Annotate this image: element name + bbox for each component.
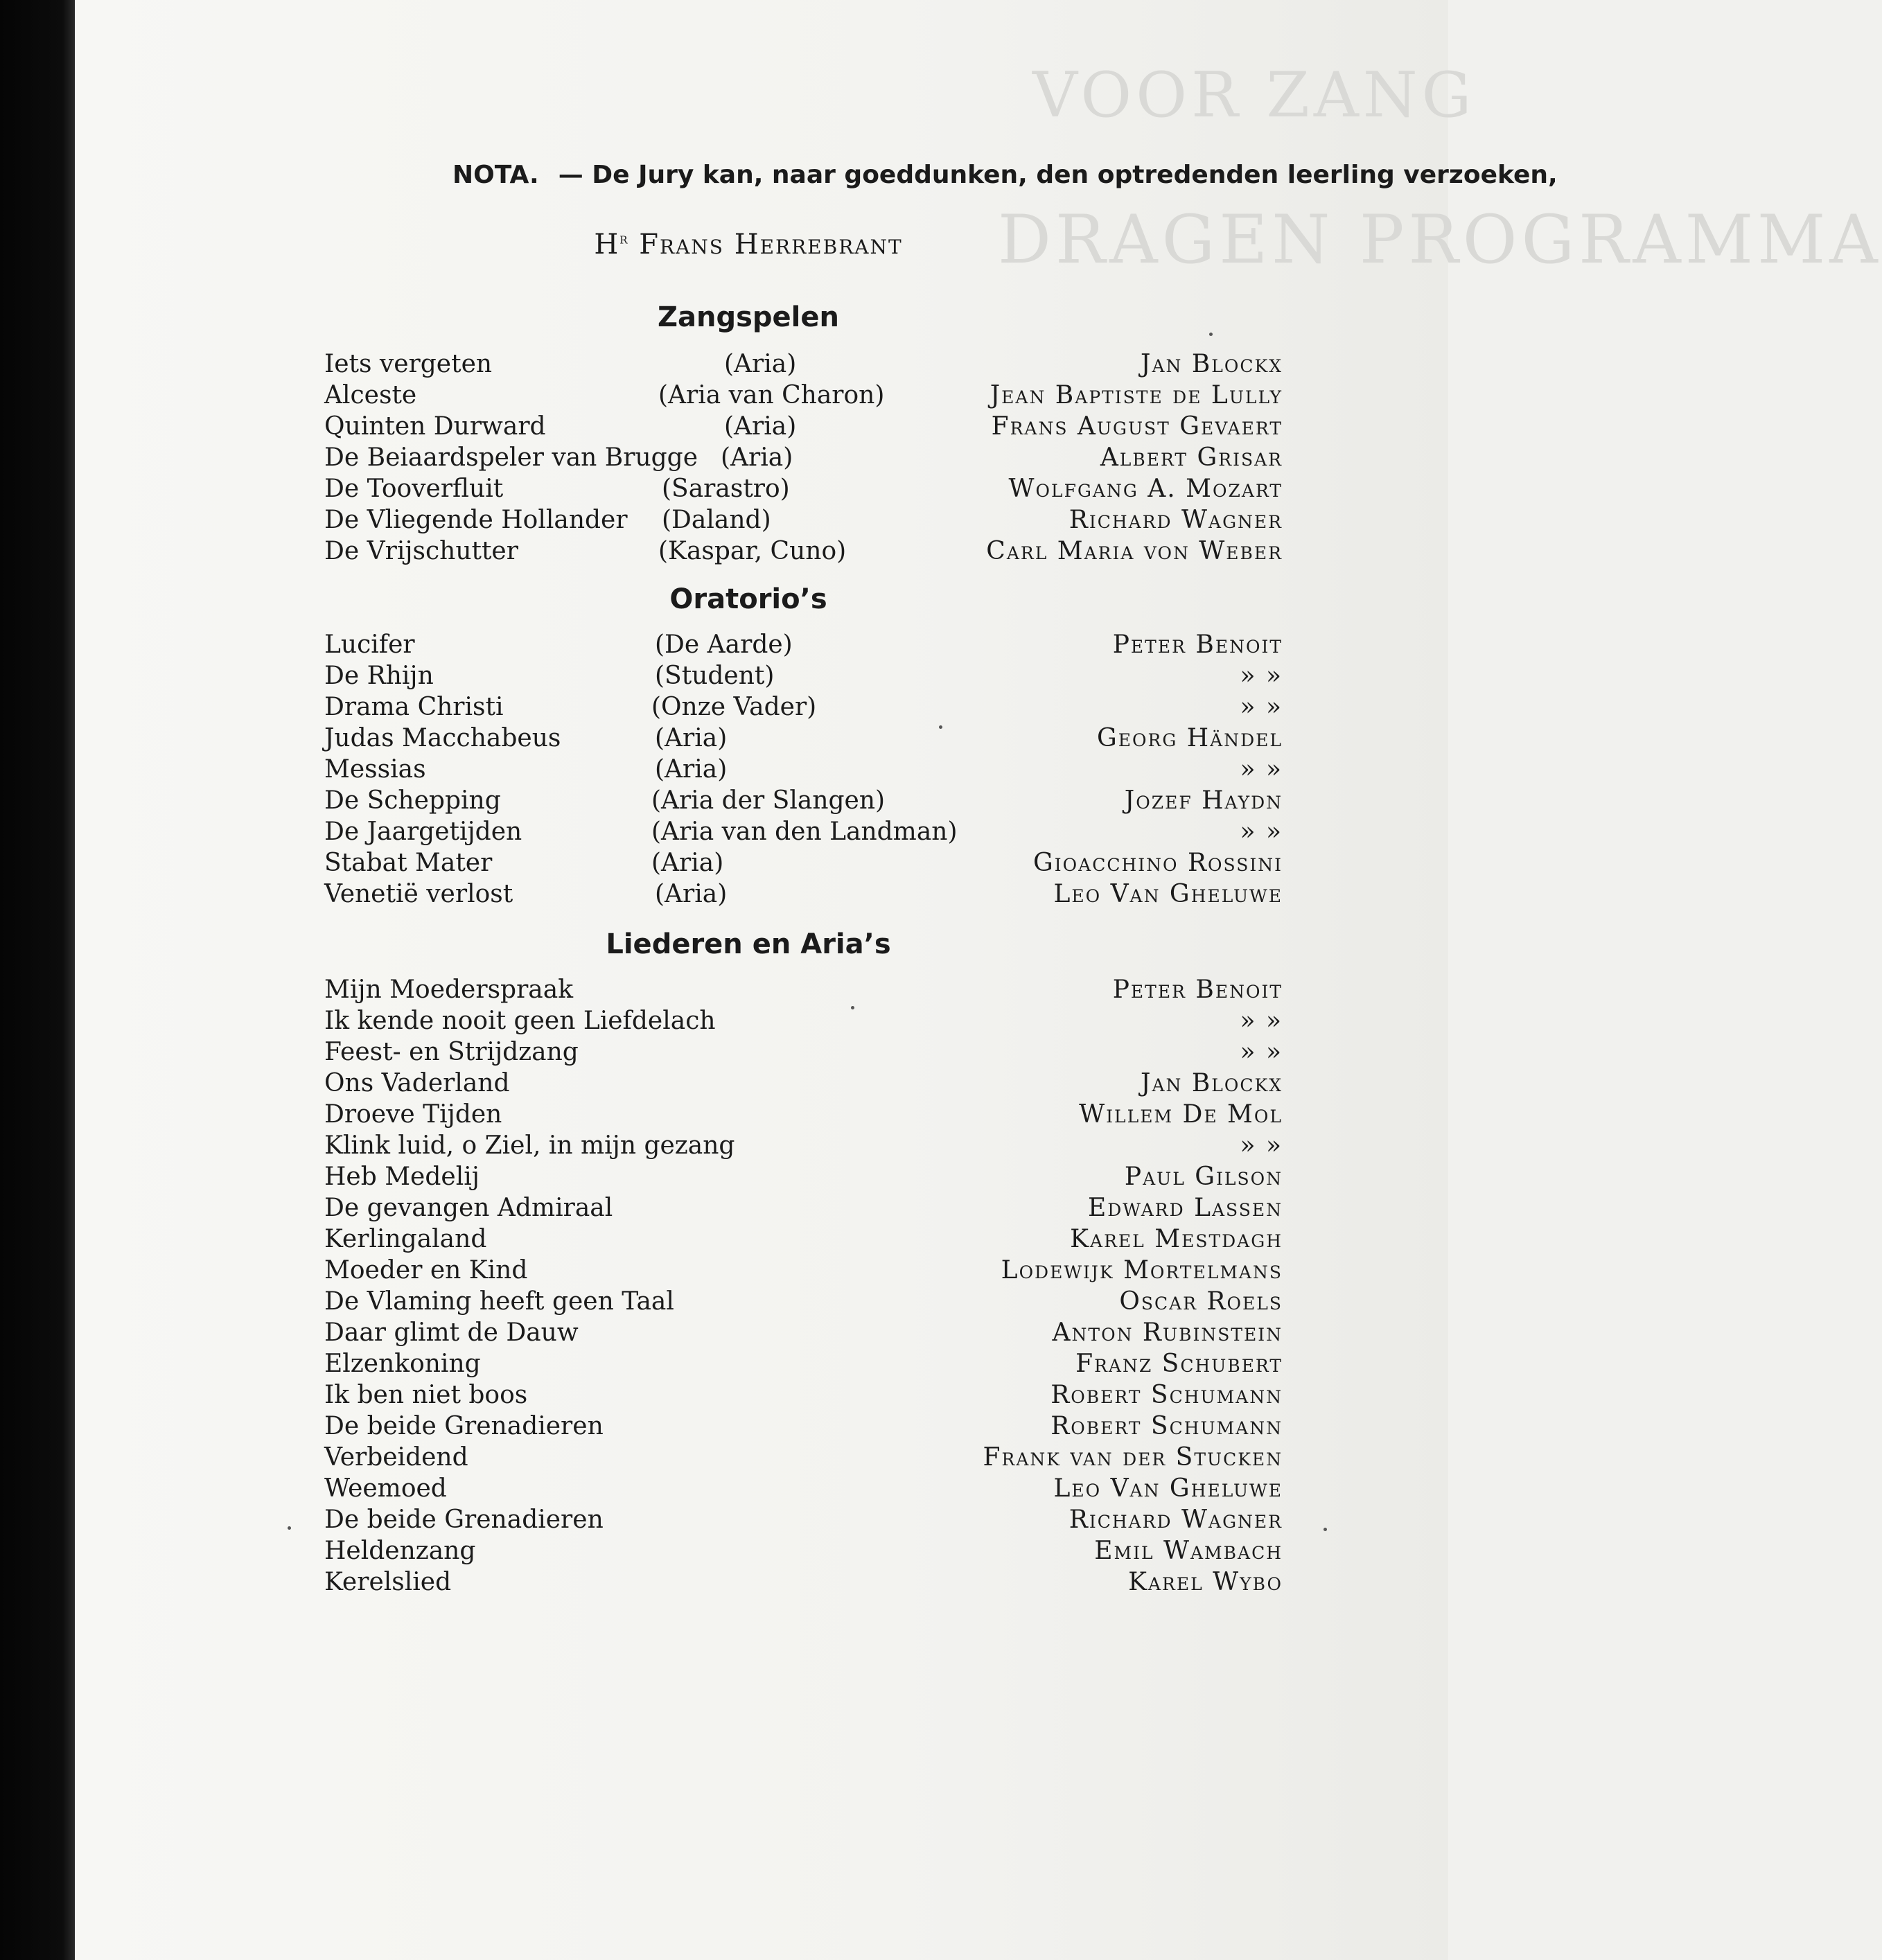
piece-part: (Aria der Slangen) — [651, 786, 886, 815]
composer-name: Gioacchino Rossini — [1033, 849, 1283, 877]
piece-part: (Aria van Charon) — [658, 381, 885, 409]
section-title-oratorios: Oratorio’s — [669, 583, 827, 615]
paper-speck — [1209, 333, 1213, 336]
program-row — [0, 755, 1448, 786]
program-row — [0, 786, 1448, 818]
piece-title: Messias — [324, 755, 426, 784]
paper-speck — [1323, 1528, 1327, 1531]
piece-title: De Schepping — [324, 786, 501, 815]
program-row — [0, 381, 1448, 412]
bleed-through-subheading: DRAGEN PROGRAMMA — [998, 201, 1882, 279]
program-row — [0, 1007, 1448, 1038]
piece-title: Ik ben niet boos — [324, 1381, 528, 1409]
piece-title: Kerlingaland — [324, 1225, 487, 1253]
piece-title: Mijn Moederspraak — [324, 975, 574, 1004]
piece-part: (Aria van den Landman) — [651, 818, 958, 846]
composer-name: Jean Baptiste de Lully — [990, 381, 1283, 409]
piece-title: De Vliegende Hollander — [324, 506, 628, 534]
composer-name: Albert Grisar — [1100, 443, 1283, 472]
composer-name: Peter Benoit — [1112, 630, 1283, 659]
piece-title: Feest- en Strijdzang — [324, 1038, 579, 1066]
program-row — [0, 1287, 1448, 1318]
piece-title: Quinten Durward — [324, 412, 546, 441]
piece-part: (Onze Vader) — [651, 693, 817, 721]
program-row — [0, 1318, 1448, 1350]
piece-part: (Daland) — [662, 506, 771, 534]
composer-name: » » — [1240, 1007, 1283, 1035]
piece-part: (Kaspar, Cuno) — [658, 537, 847, 565]
composer-name: Frans August Gevaert — [991, 412, 1283, 441]
program-row — [0, 1568, 1448, 1599]
piece-title: Klink luid, o Ziel, in mijn gezang — [324, 1131, 735, 1160]
piece-title: Stabat Mater — [324, 849, 493, 877]
paper-speck — [851, 1006, 854, 1009]
section-title-liederen: Liederen en Aria’s — [606, 928, 891, 960]
composer-name: Franz Schubert — [1075, 1350, 1283, 1378]
piece-title: De gevangen Admiraal — [324, 1194, 613, 1222]
composer-name: Richard Wagner — [1068, 1506, 1283, 1534]
composer-name: Richard Wagner — [1068, 506, 1283, 534]
program-row — [0, 506, 1448, 537]
program-row — [0, 693, 1448, 724]
program-row — [0, 724, 1448, 755]
program-row — [0, 1412, 1448, 1443]
program-row — [0, 849, 1448, 880]
program-row — [0, 1069, 1448, 1100]
performer-name: $H^r$ Frans Herrebrant — [594, 229, 903, 261]
program-row — [0, 537, 1448, 568]
piece-part: (Aria) — [655, 880, 728, 908]
composer-name: Robert Schumann — [1050, 1381, 1283, 1409]
piece-part: (Aria) — [655, 724, 728, 752]
piece-part: (De Aarde) — [655, 630, 793, 659]
piece-title: Weemoed — [324, 1474, 447, 1503]
piece-title: Drama Christi — [324, 693, 504, 721]
program-row — [0, 1100, 1448, 1131]
composer-name: Wolfgang A. Mozart — [1008, 475, 1283, 503]
program-row — [0, 1163, 1448, 1194]
composer-name: Frank van der Stucken — [983, 1443, 1283, 1472]
piece-title: De Tooverfluit — [324, 475, 504, 503]
piece-title: De Beiaardspeler van Brugge — [324, 443, 698, 472]
piece-title: Moeder en Kind — [324, 1256, 528, 1284]
composer-name: Jozef Haydn — [1124, 786, 1283, 815]
piece-title: De beide Grenadieren — [324, 1506, 604, 1534]
paper-speck — [939, 725, 942, 729]
composer-name: Emil Wambach — [1094, 1537, 1283, 1565]
program-row — [0, 1225, 1448, 1256]
piece-title: De Vlaming heeft geen Taal — [324, 1287, 674, 1316]
piece-title: De Vrijschutter — [324, 537, 518, 565]
composer-name: » » — [1240, 818, 1283, 846]
composer-name: Carl Maria von Weber — [986, 537, 1283, 565]
piece-title: De Rhijn — [324, 662, 434, 690]
piece-part: (Aria) — [724, 412, 797, 441]
piece-part: (Student) — [655, 662, 775, 690]
program-row — [0, 1131, 1448, 1163]
program-row — [0, 1474, 1448, 1506]
composer-name: » » — [1240, 1131, 1283, 1160]
program-row — [0, 1038, 1448, 1069]
composer-name: Leo Van Gheluwe — [1053, 1474, 1283, 1503]
program-row — [0, 662, 1448, 693]
piece-title: De Jaargetijden — [324, 818, 522, 846]
composer-name: Peter Benoit — [1112, 975, 1283, 1004]
piece-title: De beide Grenadieren — [324, 1412, 604, 1440]
section-title-zangspelen: Zangspelen — [658, 301, 839, 333]
piece-title: Heldenzang — [324, 1537, 476, 1565]
piece-title: Elzenkoning — [324, 1350, 481, 1378]
paper-speck — [288, 1526, 291, 1530]
program-row — [0, 818, 1448, 849]
program-row — [0, 1256, 1448, 1287]
composer-name: Edward Lassen — [1087, 1194, 1283, 1222]
composer-name: Karel Mestdagh — [1070, 1225, 1283, 1253]
piece-part: (Aria) — [655, 755, 728, 784]
composer-name: Oscar Roels — [1119, 1287, 1283, 1316]
composer-name: Georg Händel — [1097, 724, 1283, 752]
program-row — [0, 880, 1448, 911]
composer-name: Anton Rubinstein — [1052, 1318, 1283, 1347]
nota-line — [452, 161, 1558, 189]
program-row — [0, 1506, 1448, 1537]
composer-name: » » — [1240, 755, 1283, 784]
program-row — [0, 1537, 1448, 1568]
program-row — [0, 443, 1448, 475]
piece-title: Droeve Tijden — [324, 1100, 502, 1129]
program-row — [0, 475, 1448, 506]
bleed-through-heading: VOOR ZANG — [1032, 59, 1476, 132]
composer-name: » » — [1240, 662, 1283, 690]
program-row — [0, 1381, 1448, 1412]
piece-title: Verbeidend — [324, 1443, 468, 1472]
composer-name: Lodewijk Mortelmans — [1001, 1256, 1283, 1284]
program-row — [0, 1350, 1448, 1381]
piece-title: Venetië verlost — [324, 880, 513, 908]
nota-text: — De Jury kan, naar goeddunken, den optredenden leerling verzoeken, — [558, 161, 1558, 189]
program-row — [0, 412, 1448, 443]
piece-title: Iets vergeten — [324, 350, 493, 378]
piece-title: Ik kende nooit geen Liefdelach — [324, 1007, 716, 1035]
composer-name: Jan Blockx — [1141, 350, 1283, 378]
composer-name: Leo Van Gheluwe — [1053, 880, 1283, 908]
composer-name: Willem De Mol — [1079, 1100, 1283, 1129]
composer-name: Jan Blockx — [1141, 1069, 1283, 1097]
piece-title: Lucifer — [324, 630, 415, 659]
program-row — [0, 630, 1448, 662]
piece-part: (Aria) — [721, 443, 793, 472]
piece-title: Heb Medelij — [324, 1163, 480, 1191]
program-row — [0, 975, 1448, 1007]
composer-name: » » — [1240, 1038, 1283, 1066]
piece-title: Ons Vaderland — [324, 1069, 510, 1097]
composer-name: Karel Wybo — [1128, 1568, 1283, 1596]
piece-part: (Sarastro) — [662, 475, 790, 503]
program-row — [0, 1194, 1448, 1225]
piece-part: (Aria) — [724, 350, 797, 378]
piece-title: Kerelslied — [324, 1568, 452, 1596]
composer-name: » » — [1240, 693, 1283, 721]
piece-part: (Aria) — [651, 849, 724, 877]
program-row — [0, 1443, 1448, 1474]
program-row — [0, 350, 1448, 381]
composer-name: Paul Gilson — [1124, 1163, 1283, 1191]
piece-title: Alceste — [324, 381, 417, 409]
composer-name: Robert Schumann — [1050, 1412, 1283, 1440]
piece-title: Daar glimt de Dauw — [324, 1318, 579, 1347]
piece-title: Judas Macchabeus — [324, 724, 561, 752]
nota-label: NOTA. — [452, 161, 539, 189]
